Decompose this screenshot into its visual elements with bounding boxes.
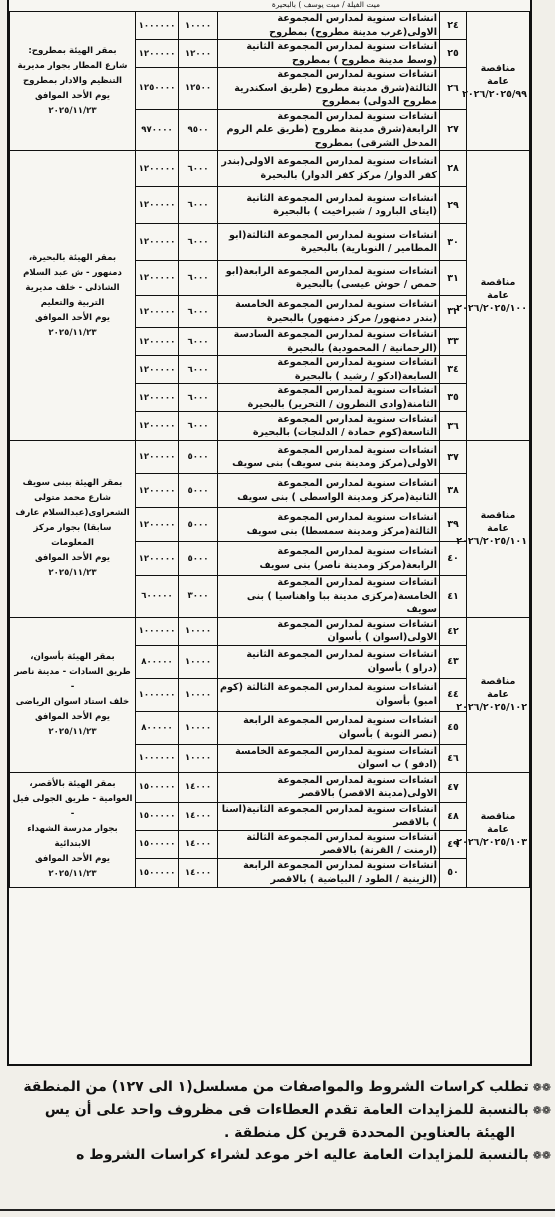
place-line: الشعراوى(عبدالسلام عارف [15, 508, 130, 519]
row-insurance-cell: ٥٠٠٠ [179, 441, 218, 474]
row-serial-cell: ٣٥ [440, 384, 467, 412]
row-value-cell: ١٥٠٠٠٠٠ [136, 772, 179, 802]
row-value-cell: ١٢٥٠٠٠٠ [136, 68, 179, 110]
table-row [10, 617, 530, 645]
row-value-cell: ١٥٠٠٠٠٠ [136, 858, 179, 887]
row-insurance-cell: ١٤٠٠٠ [179, 830, 218, 858]
row-insurance-cell: ٥٠٠٠ [179, 542, 218, 576]
row-description-cell: انشاءات سنوية لمدارس المجموعة الرابعة(مركز ومدينة ناصر) بنى سويف [218, 542, 440, 576]
row-insurance-cell: ٣٠٠٠ [179, 576, 218, 618]
top-strip-text: ميت الفيلة / ميت يوسف ) بالبحيرة [271, 0, 380, 9]
row-description-cell: انشاءات سنوية لمدارس المجموعة السادسة (الرحمانية / المحمودية) بالبحيرة [218, 328, 440, 356]
row-serial-cell: ٣٦ [440, 412, 467, 441]
row-description-cell: انشاءات سنوية لمدارس المجموعة الثانية (ايتاى البارود / شبراخيت ) بالبحيرة [218, 187, 440, 224]
row-insurance-cell: ٥٠٠٠ [179, 474, 218, 508]
row-insurance-cell: ٦٠٠٠ [179, 356, 218, 384]
row-insurance-cell: ١٤٠٠٠ [179, 802, 218, 830]
row-description-cell: انشاءات سنوية لمدارس المجموعة الثالثة (ارمنت / القرنة) بالاقصر [218, 830, 440, 858]
place-line: العوامية - طريق الجولى فيل - [12, 794, 133, 819]
row-value-cell: ٦٠٠٠٠٠ [136, 576, 179, 618]
submission-place-cell [10, 12, 136, 151]
row-serial-cell: ٣٨ [440, 474, 467, 508]
row-description-cell: انشاءات سنوية لمدارس المجموعة الثالثة(مركز ومدينة سمسطا) بنى سويف [218, 508, 440, 542]
row-value-cell: ١٢٠٠٠٠٠ [136, 261, 179, 296]
place-line: يوم الأحد الموافق ٢٠٢٥/١١/٢٣ [34, 312, 111, 338]
row-description-cell: انشاءات سنوية لمدارس المجموعة الثانية(اسنا ) بالاقصر [218, 802, 440, 830]
row-insurance-cell: ٩٥٠٠ [179, 109, 218, 151]
row-value-cell: ١٥٠٠٠٠٠ [136, 802, 179, 830]
row-description-cell: انشاءات سنوية لمدارس المجموعة السابعة(ادكو / رشيد ) بالبحيرة [218, 356, 440, 384]
row-value-cell: ١٠٠٠٠٠٠ [136, 12, 179, 40]
row-serial-cell: ٣٣ [440, 328, 467, 356]
place-line: سابقا) بجوار مركز المعلومات [33, 523, 112, 549]
row-value-cell: ١٢٠٠٠٠٠ [136, 356, 179, 384]
row-insurance-cell: ١٢٠٠٠ [179, 40, 218, 68]
row-description-cell: انشاءات سنوية لمدارس المجموعة التاسعة(كوم حمادة / الدلنجات) بالبحيرة [218, 412, 440, 441]
row-description-cell: انشاءات سنوية لمدارس المجموعة الخامسة (ادفو ) ب اسوان [218, 744, 440, 772]
row-description-cell: انشاءات سنوية لمدارس المجموعة الاولى(بندر كفر الدوار/ مركز كفر الدوار) بالبحيرة [218, 151, 440, 187]
submission-place-cell [10, 772, 136, 887]
row-insurance-cell: ٦٠٠٠ [179, 261, 218, 296]
tender-number-cell: مناقصة عامة ٢٠٢٦/٢٠٢٥/١٠٠ [467, 151, 530, 441]
place-line: خلف استاد اسوان الرياضى [15, 696, 130, 707]
row-serial-cell: ٤٩ [440, 830, 467, 858]
place-line: بمقر الهيئة ببنى سويف [22, 478, 123, 489]
row-value-cell: ٩٧٠٠٠٠ [136, 109, 179, 151]
row-insurance-cell: ٦٠٠٠ [179, 187, 218, 224]
submission-place-cell [10, 617, 136, 772]
row-serial-cell: ٤٠ [440, 542, 467, 576]
place-line: التنظيم والادار بمطروح [22, 75, 123, 86]
row-description-cell: انشاءات سنوية لمدارس المجموعة الرابعة(شرق مدينة مطروح (طريق علم الروم المدخل الشرقى) بمطروح [218, 109, 440, 151]
submission-place-cell [10, 151, 136, 441]
row-serial-cell: ٢٧ [440, 109, 467, 151]
place-line: يوم الأحد الموافق ٢٠٢٥/١١/٢٣ [34, 711, 111, 737]
row-insurance-cell: ٦٠٠٠ [179, 412, 218, 441]
row-insurance-cell: ١٠٠٠٠ [179, 711, 218, 744]
row-value-cell: ١٢٠٠٠٠٠ [136, 224, 179, 261]
row-serial-cell: ٢٦ [440, 68, 467, 110]
row-serial-cell: ٤٦ [440, 744, 467, 772]
table-row [10, 441, 530, 474]
row-value-cell: ١٢٠٠٠٠٠ [136, 384, 179, 412]
bottom-rule [0, 1209, 555, 1211]
row-value-cell: ١٢٠٠٠٠٠ [136, 474, 179, 508]
row-description-cell: انشاءات سنوية لمدارس المجموعة الخامسة(مركزى مدينة ببا واهناسيا ) بنى سويف [218, 576, 440, 618]
row-serial-cell: ٥٠ [440, 858, 467, 887]
row-serial-cell: ٤٨ [440, 802, 467, 830]
row-description-cell: انشاءات سنوية لمدارس المجموعة الاولى(اسوان ) بأسوان [218, 617, 440, 645]
top-strip [9, 0, 530, 11]
row-value-cell: ١٢٠٠٠٠٠ [136, 328, 179, 356]
note-line: ❁❁ بالنسبة للمزايدات العامة عاليه اخر موعد لشراء كراسات الشروط ه [76, 1147, 551, 1163]
row-insurance-cell: ٥٠٠٠ [179, 508, 218, 542]
row-serial-cell: ٤٣ [440, 645, 467, 678]
row-value-cell: ٨٠٠٠٠٠ [136, 645, 179, 678]
row-value-cell: ١٥٠٠٠٠٠ [136, 830, 179, 858]
row-insurance-cell: ١٠٠٠٠ [179, 645, 218, 678]
row-description-cell: انشاءات سنوية لمدارس المجموعة الرابعة(ابو حمص / حوش عيسى) بالبحيرة [218, 261, 440, 296]
row-serial-cell: ٤٥ [440, 711, 467, 744]
row-serial-cell: ٤٧ [440, 772, 467, 802]
row-value-cell: ١٢٠٠٠٠٠ [136, 412, 179, 441]
row-description-cell: انشاءات سنوية لمدارس المجموعة الثالثة (كوم امبو) بأسوان [218, 678, 440, 711]
row-value-cell: ١٢٠٠٠٠٠ [136, 508, 179, 542]
place-line: بمقر الهيئة بمطروح: [28, 45, 117, 56]
row-description-cell: انشاءات سنوية لمدارس المجموعة الثالثة(ابو المطامير / النوبارية) بالبحيرة [218, 224, 440, 261]
row-description-cell: انشاءات سنوية لمدارس المجموعة الرابعة (نصر النوبة ) بأسوان [218, 711, 440, 744]
row-insurance-cell: ٦٠٠٠ [179, 224, 218, 261]
row-description-cell: انشاءات سنوية لمدارس المجموعة الخامسة (بندر دمنهور/ مركز دمنهور) بالبحيرة [218, 296, 440, 328]
row-insurance-cell: ١٠٠٠٠ [179, 678, 218, 711]
tender-table [9, 11, 530, 888]
note-line: ❁❁ تطلب كراسات الشروط والمواصفات من مسلسل(١ الى ١٢٧) من المنطقة [23, 1079, 551, 1095]
row-insurance-cell: ١٠٠٠٠ [179, 617, 218, 645]
row-description-cell: انشاءات سنوية لمدارس المجموعة الاولى(مركز ومدينة بنى سويف) بنى سويف [218, 441, 440, 474]
row-description-cell: انشاءات سنوية لمدارس المجموعة الثامنة(وادى النطرون / التحرير) بالبحيرة [218, 384, 440, 412]
row-serial-cell: ٢٥ [440, 40, 467, 68]
submission-place-cell [10, 441, 136, 618]
tender-number-cell: مناقصة عامة ٢٠٢٦/٢٠٢٥/٩٩ [467, 12, 530, 151]
row-insurance-cell: ١٤٠٠٠ [179, 772, 218, 802]
place-line: يوم الأحد الموافق ٢٠٢٥/١١/٢٣ [34, 854, 111, 879]
notes-section [0, 1076, 555, 1196]
note-line: ❁❁ بالنسبة للمزايدات العامة تقدم العطاءات فى مظروف واحد على أن يس [44, 1102, 551, 1118]
place-line: طريق السادات - مدينة ناصر - [14, 666, 131, 692]
table-row [10, 12, 530, 40]
row-value-cell: ١٠٠٠٠٠٠ [136, 678, 179, 711]
row-value-cell: ١٠٠٠٠٠٠ [136, 744, 179, 772]
row-insurance-cell: ٦٠٠٠ [179, 384, 218, 412]
row-serial-cell: ٣٧ [440, 441, 467, 474]
row-value-cell: ١٢٠٠٠٠٠ [136, 40, 179, 68]
row-value-cell: ٨٠٠٠٠٠ [136, 711, 179, 744]
row-insurance-cell: ٦٠٠٠ [179, 296, 218, 328]
row-value-cell: ١٢٠٠٠٠٠ [136, 542, 179, 576]
note-line: الهيئة بالعناوين المحددة قرين كل منطقة . [223, 1125, 515, 1141]
row-description-cell: انشاءات سنوية لمدارس المجموعة الاولى(غرب مدينة مطروح) بمطروح [218, 12, 440, 40]
row-serial-cell: ٣١ [440, 261, 467, 296]
place-line: بجوار مدرسة الشهداء الابتدائية [27, 824, 118, 849]
row-serial-cell: ٢٨ [440, 151, 467, 187]
table-row [10, 772, 530, 802]
row-description-cell: انشاءات سنوية لمدارس المجموعة الثالثة(شرق مدينة مطروح (طريق اسكندرية مطروح الدولى) بمطروح [218, 68, 440, 110]
row-serial-cell: ٣٤ [440, 356, 467, 384]
place-line: بمقر الهيئة بالبحيرة، [28, 252, 117, 263]
row-value-cell: ١٢٠٠٠٠٠ [136, 187, 179, 224]
place-line: بمقر الهيئة بالأقصر، [29, 779, 116, 789]
tender-number-cell: مناقصة عامة ٢٠٢٦/٢٠٢٥/١٠٣ [467, 772, 530, 887]
row-serial-cell: ٢٤ [440, 12, 467, 40]
row-value-cell: ١٢٠٠٠٠٠ [136, 296, 179, 328]
row-description-cell: انشاءات سنوية لمدارس المجموعة الرابعة (الزينية / الطود / البياضية ) بالاقصر [218, 858, 440, 887]
row-description-cell: انشاءات سنوية لمدارس المجموعة الاولى(مدينة الاقصر) بالاقصر [218, 772, 440, 802]
row-serial-cell: ٣٩ [440, 508, 467, 542]
row-insurance-cell: ١٠٠٠٠ [179, 744, 218, 772]
row-serial-cell: ٣٠ [440, 224, 467, 261]
row-serial-cell: ٤٢ [440, 617, 467, 645]
row-insurance-cell: ١٢٥٠٠ [179, 68, 218, 110]
tender-number-cell: مناقصة عامة ٢٠٢٦/٢٠٢٥/١٠١ [467, 441, 530, 618]
tender-number-cell: مناقصة عامة ٢٠٢٦/٢٠٢٥/١٠٢ [467, 617, 530, 772]
tender-table-frame [7, 0, 532, 1066]
place-line: التربية والتعليم [40, 297, 105, 308]
row-serial-cell: ٢٩ [440, 187, 467, 224]
row-serial-cell: ٤١ [440, 576, 467, 618]
place-line: شارع المطار بجوار مديرية [17, 60, 128, 71]
row-description-cell: انشاءات سنوية لمدارس المجموعة الثانية (وسط مدينة مطروح ) بمطروح [218, 40, 440, 68]
place-line: بمقر الهيئة بأسوان، [30, 651, 115, 662]
row-value-cell: ١٢٠٠٠٠٠ [136, 441, 179, 474]
row-serial-cell: ٤٤ [440, 678, 467, 711]
row-value-cell: ١٠٠٠٠٠٠ [136, 617, 179, 645]
row-description-cell: انشاءات سنوية لمدارس المجموعة الثانية (دراو ) بأسوان [218, 645, 440, 678]
table-row [10, 151, 530, 187]
row-insurance-cell: ٦٠٠٠ [179, 328, 218, 356]
row-value-cell: ١٢٠٠٠٠٠ [136, 151, 179, 187]
place-line: الشاذلى - خلف مديرية [25, 282, 120, 293]
place-line: يوم الأحد الموافق ٢٠٢٥/١١/٢٣ [34, 553, 111, 579]
row-insurance-cell: ١٠٠٠٠ [179, 12, 218, 40]
row-serial-cell: ٣٢ [440, 296, 467, 328]
row-description-cell: انشاءات سنوية لمدارس المجموعة الثانية(مركز ومدينة الواسطى ) بنى سويف [218, 474, 440, 508]
place-line: دمنهور - ش عبد السلام [23, 267, 122, 278]
place-line: يوم الأحد الموافق ٢٠٢٥/١١/٢٣ [34, 90, 111, 116]
place-line: شارع محمد متولى [34, 493, 111, 504]
row-insurance-cell: ٦٠٠٠ [179, 151, 218, 187]
row-insurance-cell: ١٤٠٠٠ [179, 858, 218, 887]
